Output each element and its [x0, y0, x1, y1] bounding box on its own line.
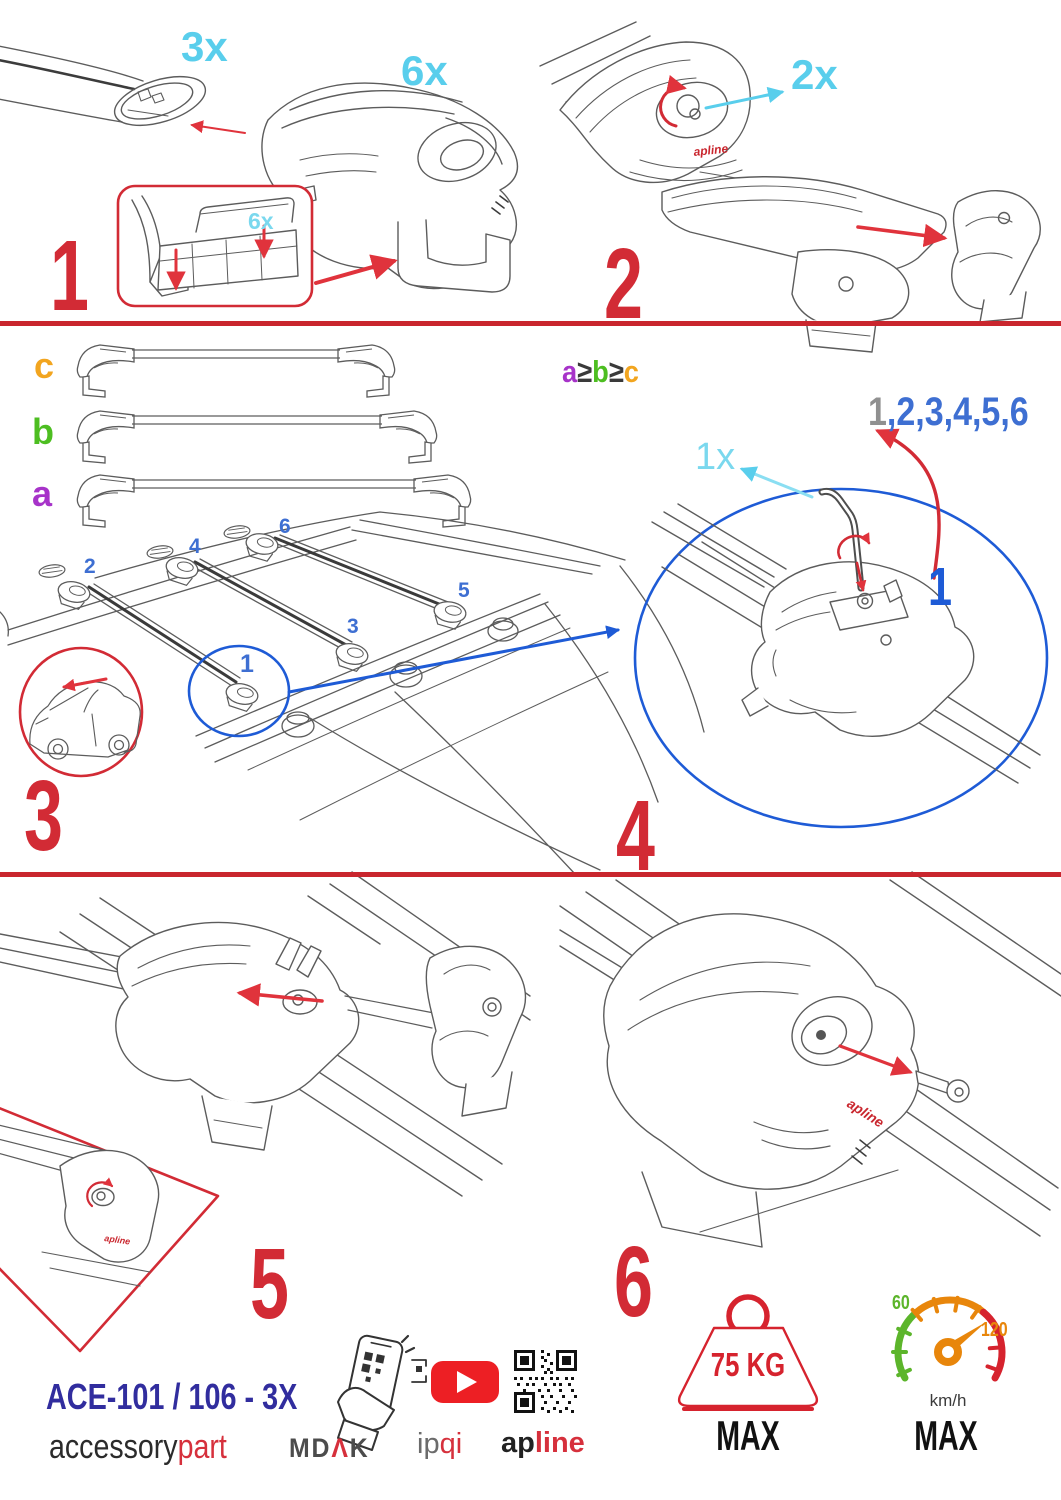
ipqi-logo	[417, 1430, 462, 1459]
step1-number: 1	[50, 220, 87, 332]
speed-low-label: 60	[892, 1292, 910, 1314]
ipqi-qi: qi	[439, 1428, 463, 1460]
apline-logo-on-foot: apline	[692, 141, 729, 159]
section-divider-2	[0, 872, 1061, 877]
insert-bar-arrow	[192, 125, 245, 133]
key-qty-arrow	[742, 469, 812, 497]
bar-size-c	[77, 345, 394, 397]
knob-qty-label: 2x	[791, 51, 838, 98]
apline-line: line	[534, 1427, 585, 1459]
position-6: 6	[279, 515, 291, 538]
step3-roof-illustration	[0, 512, 704, 874]
accessorypart-part: part	[177, 1428, 227, 1466]
pad-inset-box	[118, 186, 312, 306]
mdak-lambda: Λ	[331, 1433, 350, 1463]
speed-high-label: 120	[981, 1319, 1008, 1341]
apline-logo-on-foot: apline	[844, 1095, 888, 1131]
product-code: ACE-101 / 106 - 3X	[46, 1376, 298, 1417]
mdak-k: K	[349, 1433, 370, 1463]
apline-logo-on-foot: apline	[103, 1233, 131, 1247]
roof-rail-near	[196, 594, 560, 762]
installed-inset	[0, 1106, 218, 1351]
qr-code	[514, 1350, 577, 1413]
sequence-rest: ,2,3,4,5,6	[886, 390, 1029, 434]
step6-number: 6	[614, 1226, 651, 1338]
max-load-label: MAX	[716, 1412, 780, 1459]
size-rule	[562, 356, 639, 387]
apline-ap: ap	[501, 1427, 535, 1459]
position-5: 5	[458, 579, 470, 602]
position-3: 3	[347, 615, 359, 638]
speed-unit-label: km/h	[929, 1391, 967, 1410]
step3-size-bars	[77, 345, 470, 527]
gte-sign: ≥	[608, 354, 624, 389]
max-load-value: 75 KG	[710, 1346, 786, 1383]
bar-size-label-b: b	[32, 411, 54, 452]
speed-max-label: MAX	[914, 1412, 978, 1459]
bar-size-label-a: a	[32, 473, 53, 514]
tighten-order-number: 1	[928, 557, 953, 617]
apline-logo	[501, 1429, 585, 1458]
key-qty-label: 1x	[695, 436, 736, 478]
bar-size-a	[77, 475, 470, 527]
crossbar-tube	[0, 44, 211, 135]
car-direction-inset	[20, 648, 142, 776]
section-divider-1	[0, 321, 1061, 326]
crossbar-detail	[652, 504, 786, 587]
youtube-icon	[431, 1361, 499, 1403]
travel-direction-arrow	[64, 679, 106, 687]
step5-number: 5	[250, 1228, 287, 1340]
size-rule-b: b	[592, 354, 609, 389]
step3-number: 3	[24, 760, 61, 872]
mdak-md: MD	[289, 1433, 332, 1463]
step6-illustration	[560, 872, 1061, 1247]
step4-illustration	[635, 431, 1047, 827]
size-rule-c: c	[623, 354, 639, 389]
position-2: 2	[84, 555, 96, 578]
tighten-sequence	[868, 392, 1029, 432]
ipqi-ip: ip	[417, 1428, 440, 1460]
size-rule-a: a	[562, 354, 578, 389]
position-4: 4	[189, 535, 201, 558]
sunroof-edge	[352, 520, 600, 574]
position-1: 1	[240, 650, 254, 678]
pad-qty-label: 6x	[248, 208, 274, 234]
accessorypart-logo	[49, 1430, 227, 1464]
bar-qty-label: 3x	[181, 23, 228, 70]
gte-sign: ≥	[577, 354, 593, 389]
step2-number: 2	[604, 228, 641, 340]
foot-open	[116, 923, 359, 1150]
step4-number: 4	[616, 780, 653, 892]
accessorypart-accessory: accessory	[49, 1428, 178, 1466]
locked-foot	[604, 914, 919, 1247]
loose-pad	[38, 563, 65, 579]
second-rail-lines	[890, 872, 1061, 996]
slide-cover	[345, 946, 525, 1116]
key	[916, 1071, 969, 1102]
foot-qty-label: 6x	[401, 47, 448, 94]
mdak-logo	[289, 1435, 370, 1462]
bar-size-b	[77, 411, 436, 463]
sequence-first: 1	[868, 390, 887, 434]
bar-size-label-c: c	[34, 345, 55, 386]
